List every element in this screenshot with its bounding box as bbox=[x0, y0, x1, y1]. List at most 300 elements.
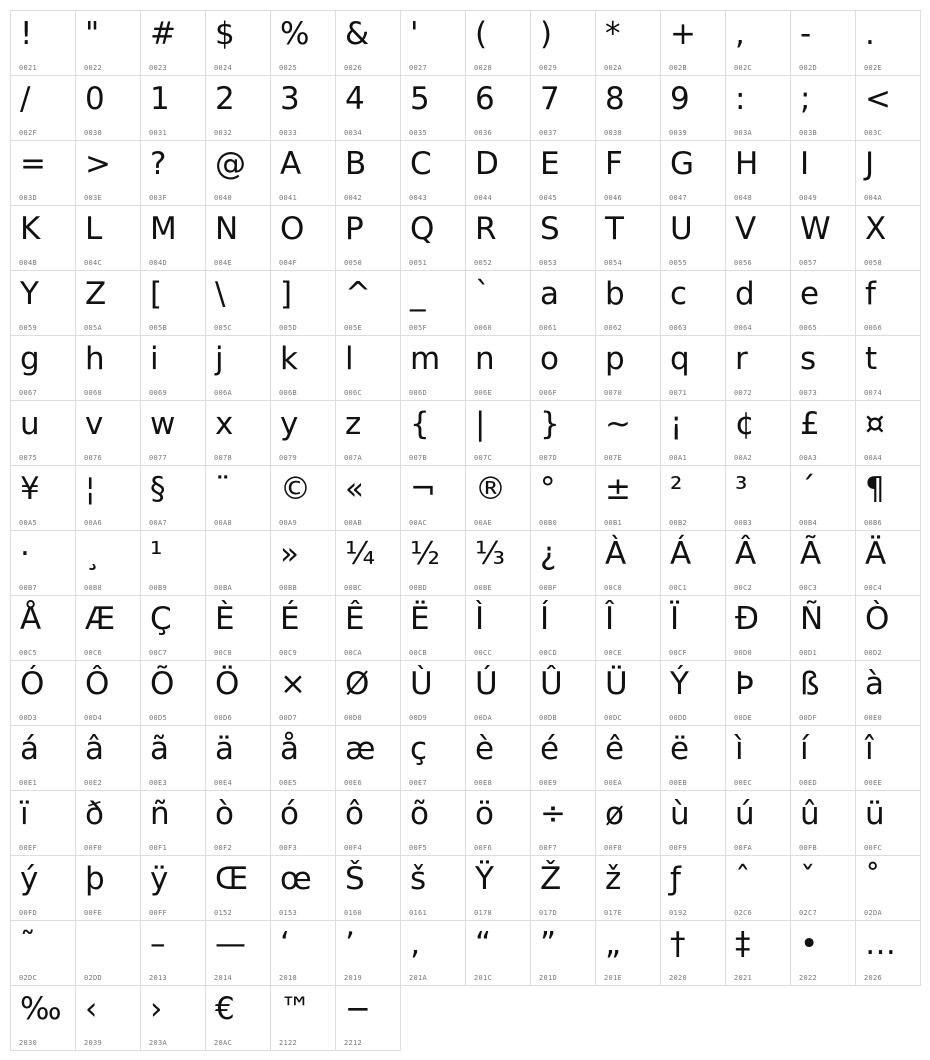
glyph-character: d bbox=[735, 276, 755, 312]
glyph-code-label: 00E9 bbox=[539, 779, 558, 787]
glyph-character: ˜ bbox=[20, 926, 36, 962]
glyph-code-label: 20AC bbox=[214, 1039, 233, 1047]
glyph-code-label: 0064 bbox=[734, 324, 753, 332]
glyph-character: / bbox=[20, 81, 31, 117]
glyph-character: 8 bbox=[605, 81, 625, 117]
glyph-cell bbox=[465, 530, 531, 596]
glyph-character: Í bbox=[540, 601, 550, 637]
glyph-cell bbox=[725, 10, 791, 76]
glyph-code-label: 0074 bbox=[864, 389, 883, 397]
glyph-cell bbox=[400, 595, 466, 661]
glyph-cell bbox=[725, 205, 791, 271]
glyph-code-label: 0051 bbox=[409, 259, 428, 267]
glyph-code-label: 00B3 bbox=[734, 519, 753, 527]
glyph-cell bbox=[270, 10, 336, 76]
glyph-character: ä bbox=[215, 731, 234, 767]
glyph-character: - bbox=[800, 16, 812, 52]
glyph-character: ´ bbox=[800, 471, 816, 507]
glyph-code-label: 007B bbox=[409, 454, 428, 462]
glyph-code-label: 017E bbox=[604, 909, 623, 917]
glyph-code-label: 0152 bbox=[214, 909, 233, 917]
glyph-code-label: 003D bbox=[19, 194, 38, 202]
glyph-character: \ bbox=[215, 276, 226, 312]
glyph-code-label: 2020 bbox=[669, 974, 688, 982]
glyph-cell bbox=[725, 140, 791, 206]
glyph-code-label: 00FA bbox=[734, 844, 753, 852]
glyph-code-label: 007C bbox=[474, 454, 493, 462]
glyph-character: E bbox=[540, 146, 560, 182]
glyph-code-label: 002C bbox=[734, 64, 753, 72]
glyph-cell bbox=[595, 205, 661, 271]
glyph-character: © bbox=[280, 471, 311, 507]
glyph-character: » bbox=[280, 536, 299, 572]
glyph-cell bbox=[140, 920, 206, 986]
glyph-cell bbox=[270, 725, 336, 791]
glyph-cell bbox=[595, 270, 661, 336]
glyph-cell bbox=[725, 335, 791, 401]
glyph-character: ’ bbox=[345, 926, 355, 962]
glyph-code-label: 005F bbox=[409, 324, 428, 332]
glyph-cell bbox=[855, 855, 921, 921]
glyph-code-label: 0078 bbox=[214, 454, 233, 462]
glyph-character: e bbox=[800, 276, 820, 312]
glyph-code-label: 00A7 bbox=[149, 519, 168, 527]
glyph-cell bbox=[530, 530, 596, 596]
glyph-code-label: 0044 bbox=[474, 194, 493, 202]
glyph-code-label: 2026 bbox=[864, 974, 883, 982]
glyph-character: ³ bbox=[735, 471, 748, 507]
glyph-code-label: 0067 bbox=[19, 389, 38, 397]
glyph-character: î bbox=[865, 731, 874, 767]
glyph-cell bbox=[595, 725, 661, 791]
glyph-code-label: 00A8 bbox=[214, 519, 233, 527]
glyph-code-label: 00A3 bbox=[799, 454, 818, 462]
glyph-character: ð bbox=[85, 796, 104, 832]
glyph-cell bbox=[790, 335, 856, 401]
glyph-character: p bbox=[605, 341, 625, 377]
glyph-code-label: 00CA bbox=[344, 649, 363, 657]
glyph-character: ù bbox=[670, 796, 690, 832]
glyph-code-label: 004D bbox=[149, 259, 168, 267]
glyph-cell bbox=[335, 270, 401, 336]
glyph-cell bbox=[725, 530, 791, 596]
glyph-cell bbox=[790, 400, 856, 466]
glyph-character: ‹ bbox=[85, 991, 98, 1027]
glyph-code-label: 00BA bbox=[214, 584, 233, 592]
glyph-cell bbox=[595, 465, 661, 531]
glyph-character: — bbox=[215, 926, 246, 962]
glyph-character: ² bbox=[670, 471, 683, 507]
glyph-cell bbox=[75, 205, 141, 271]
glyph-code-label: 00B4 bbox=[799, 519, 818, 527]
glyph-cell bbox=[10, 725, 76, 791]
glyph-character: ƒ bbox=[670, 861, 681, 897]
glyph-cell bbox=[530, 855, 596, 921]
glyph-cell bbox=[790, 920, 856, 986]
glyph-character: ™ bbox=[280, 991, 311, 1027]
glyph-cell bbox=[660, 10, 726, 76]
glyph-character: Z bbox=[85, 276, 107, 312]
glyph-cell bbox=[790, 595, 856, 661]
glyph-character: · bbox=[20, 536, 30, 572]
glyph-character: M bbox=[150, 211, 177, 247]
glyph-code-label: 0178 bbox=[474, 909, 493, 917]
glyph-code-label: 0026 bbox=[344, 64, 363, 72]
glyph-cell bbox=[335, 75, 401, 141]
glyph-character: O bbox=[280, 211, 305, 247]
glyph-code-label: 00A2 bbox=[734, 454, 753, 462]
glyph-character: > bbox=[85, 146, 111, 182]
glyph-cell bbox=[660, 400, 726, 466]
glyph-character: ÿ bbox=[150, 861, 169, 897]
glyph-code-label: 0192 bbox=[669, 909, 688, 917]
glyph-cell bbox=[75, 10, 141, 76]
glyph-character: õ bbox=[410, 796, 429, 832]
glyph-cell bbox=[75, 660, 141, 726]
glyph-cell bbox=[855, 530, 921, 596]
glyph-code-label: 00D5 bbox=[149, 714, 168, 722]
glyph-cell bbox=[140, 595, 206, 661]
glyph-cell bbox=[335, 205, 401, 271]
glyph-code-label: 2014 bbox=[214, 974, 233, 982]
glyph-code-label: 0021 bbox=[19, 64, 38, 72]
glyph-code-label: 00DD bbox=[669, 714, 688, 722]
glyph-character: Ž bbox=[540, 861, 562, 897]
glyph-code-label: 00A6 bbox=[84, 519, 103, 527]
glyph-character: Ô bbox=[85, 666, 110, 702]
glyph-code-label: 0046 bbox=[604, 194, 623, 202]
glyph-code-label: 0072 bbox=[734, 389, 753, 397]
glyph-cell bbox=[205, 660, 271, 726]
glyph-character: Đ bbox=[735, 601, 760, 637]
glyph-character: ¢ bbox=[735, 406, 755, 442]
glyph-code-label: 0059 bbox=[19, 324, 38, 332]
glyph-character: › bbox=[150, 991, 163, 1027]
glyph-character: Ë bbox=[410, 601, 430, 637]
glyph-character: W bbox=[800, 211, 831, 247]
glyph-code-label: 02DC bbox=[19, 974, 38, 982]
glyph-character: ‡ bbox=[735, 926, 751, 962]
glyph-cell bbox=[465, 75, 531, 141]
glyph-cell bbox=[270, 270, 336, 336]
glyph-code-label: 00ED bbox=[799, 779, 818, 787]
glyph-cell bbox=[400, 400, 466, 466]
glyph-cell bbox=[725, 790, 791, 856]
glyph-character: Q bbox=[410, 211, 435, 247]
glyph-cell bbox=[335, 465, 401, 531]
glyph-character: ⅓ bbox=[475, 536, 506, 572]
glyph-code-label: 004A bbox=[864, 194, 883, 202]
glyph-cell bbox=[855, 920, 921, 986]
glyph-character: á bbox=[20, 731, 39, 767]
glyph-character: ” bbox=[540, 926, 557, 962]
glyph-cell bbox=[465, 465, 531, 531]
glyph-cell bbox=[530, 595, 596, 661]
glyph-character: é bbox=[540, 731, 560, 767]
glyph-code-label: 0050 bbox=[344, 259, 363, 267]
glyph-character: ë bbox=[670, 731, 690, 767]
glyph-character: f bbox=[865, 276, 876, 312]
glyph-character: – bbox=[150, 926, 166, 962]
glyph-cell bbox=[10, 335, 76, 401]
glyph-code-label: 00FC bbox=[864, 844, 883, 852]
glyph-code-label: 006B bbox=[279, 389, 298, 397]
glyph-character: Ê bbox=[345, 601, 365, 637]
glyph-cell bbox=[725, 920, 791, 986]
glyph-character: ? bbox=[150, 146, 167, 182]
glyph-character: L bbox=[85, 211, 103, 247]
glyph-code-label: 00BD bbox=[409, 584, 428, 592]
glyph-code-label: 00EE bbox=[864, 779, 883, 787]
glyph-code-label: 0037 bbox=[539, 129, 558, 137]
glyph-code-label: 007D bbox=[539, 454, 558, 462]
glyph-character: y bbox=[280, 406, 299, 442]
glyph-code-label: 00CF bbox=[669, 649, 688, 657]
glyph-cell bbox=[465, 270, 531, 336]
glyph-character: Þ bbox=[735, 666, 754, 702]
glyph-cell bbox=[790, 140, 856, 206]
glyph-character: ! bbox=[20, 16, 33, 52]
glyph-character: “ bbox=[475, 926, 492, 962]
glyph-code-label: 0069 bbox=[149, 389, 168, 397]
glyph-cell bbox=[530, 75, 596, 141]
glyph-cell bbox=[10, 10, 76, 76]
glyph-code-label: 00F0 bbox=[84, 844, 103, 852]
glyph-cell bbox=[270, 660, 336, 726]
glyph-character: È bbox=[215, 601, 235, 637]
glyph-cell bbox=[75, 75, 141, 141]
glyph-code-label: 2030 bbox=[19, 1039, 38, 1047]
glyph-code-label: 00D2 bbox=[864, 649, 883, 657]
glyph-code-label: 003F bbox=[149, 194, 168, 202]
glyph-cell bbox=[205, 595, 271, 661]
glyph-code-label: 0039 bbox=[669, 129, 688, 137]
glyph-code-label: 002F bbox=[19, 129, 38, 137]
glyph-code-label: 0160 bbox=[344, 909, 363, 917]
glyph-character: Œ bbox=[215, 861, 249, 897]
glyph-cell bbox=[140, 530, 206, 596]
glyph-cell bbox=[75, 985, 141, 1051]
glyph-cell bbox=[465, 10, 531, 76]
glyph-code-label: 0161 bbox=[409, 909, 428, 917]
glyph-cell bbox=[400, 205, 466, 271]
glyph-character: ® bbox=[475, 471, 506, 507]
glyph-cell bbox=[595, 140, 661, 206]
glyph-cell bbox=[530, 465, 596, 531]
glyph-cell bbox=[140, 10, 206, 76]
glyph-code-label: 00BC bbox=[344, 584, 363, 592]
glyph-code-label: 00D0 bbox=[734, 649, 753, 657]
glyph-cell bbox=[790, 465, 856, 531]
glyph-code-label: 0036 bbox=[474, 129, 493, 137]
glyph-code-label: 00DC bbox=[604, 714, 623, 722]
glyph-cell bbox=[10, 140, 76, 206]
glyph-cell bbox=[725, 595, 791, 661]
glyph-character: ¼ bbox=[345, 536, 376, 572]
glyph-cell bbox=[595, 75, 661, 141]
glyph-character: ó bbox=[280, 796, 299, 832]
glyph-cell bbox=[75, 530, 141, 596]
glyph-cell bbox=[725, 400, 791, 466]
glyph-character: & bbox=[345, 16, 370, 52]
glyph-code-label: 004B bbox=[19, 259, 38, 267]
glyph-character: ö bbox=[475, 796, 494, 832]
glyph-code-label: 0040 bbox=[214, 194, 233, 202]
glyph-code-label: 0028 bbox=[474, 64, 493, 72]
glyph-code-label: 005E bbox=[344, 324, 363, 332]
glyph-character: ü bbox=[865, 796, 885, 832]
glyph-cell bbox=[725, 725, 791, 791]
glyph-cell bbox=[855, 205, 921, 271]
glyph-cell bbox=[10, 855, 76, 921]
glyph-character: ß bbox=[800, 666, 820, 702]
glyph-cell bbox=[270, 530, 336, 596]
glyph-character: … bbox=[865, 926, 896, 962]
glyph-code-label: 2212 bbox=[344, 1039, 363, 1047]
glyph-code-label: 02C7 bbox=[799, 909, 818, 917]
glyph-code-label: 0029 bbox=[539, 64, 558, 72]
glyph-code-label: 00FE bbox=[84, 909, 103, 917]
glyph-cell bbox=[400, 920, 466, 986]
glyph-cell bbox=[595, 920, 661, 986]
glyph-code-label: 0054 bbox=[604, 259, 623, 267]
glyph-character: â bbox=[85, 731, 104, 767]
glyph-character: ž bbox=[605, 861, 622, 897]
glyph-character: ¨ bbox=[215, 471, 231, 507]
glyph-code-label: 0030 bbox=[84, 129, 103, 137]
glyph-character: ˆ bbox=[735, 861, 751, 897]
glyph-character: ç bbox=[410, 731, 428, 767]
glyph-cell bbox=[660, 75, 726, 141]
glyph-character: Ò bbox=[865, 601, 890, 637]
glyph-cell bbox=[400, 855, 466, 921]
glyph-character: * bbox=[605, 16, 621, 52]
glyph-cell bbox=[75, 595, 141, 661]
glyph-cell bbox=[205, 400, 271, 466]
glyph-code-label: 0055 bbox=[669, 259, 688, 267]
glyph-character: ˚ bbox=[865, 861, 881, 897]
glyph-code-label: 0071 bbox=[669, 389, 688, 397]
glyph-cell bbox=[790, 855, 856, 921]
glyph-character: 6 bbox=[475, 81, 495, 117]
glyph-character: Ó bbox=[20, 666, 45, 702]
glyph-character: § bbox=[150, 471, 166, 507]
glyph-cell bbox=[205, 140, 271, 206]
glyph-cell bbox=[10, 660, 76, 726]
glyph-code-label: 00E6 bbox=[344, 779, 363, 787]
glyph-cell bbox=[10, 75, 76, 141]
glyph-cell bbox=[10, 920, 76, 986]
glyph-character: 3 bbox=[280, 81, 300, 117]
glyph-cell bbox=[335, 985, 401, 1051]
glyph-cell bbox=[140, 855, 206, 921]
glyph-character: Ç bbox=[150, 601, 172, 637]
glyph-code-label: 007E bbox=[604, 454, 623, 462]
glyph-cell bbox=[660, 270, 726, 336]
glyph-cell bbox=[205, 855, 271, 921]
glyph-code-label: 0061 bbox=[539, 324, 558, 332]
glyph-cell bbox=[595, 595, 661, 661]
glyph-code-label: 00F8 bbox=[604, 844, 623, 852]
glyph-cell bbox=[335, 400, 401, 466]
glyph-code-label: 00D6 bbox=[214, 714, 233, 722]
glyph-code-label: 00F3 bbox=[279, 844, 298, 852]
glyph-code-label: 02DD bbox=[84, 974, 103, 982]
glyph-code-label: 0022 bbox=[84, 64, 103, 72]
glyph-code-label: 00C1 bbox=[669, 584, 688, 592]
glyph-cell bbox=[335, 725, 401, 791]
glyph-cell bbox=[270, 75, 336, 141]
glyph-character: × bbox=[280, 666, 306, 702]
glyph-cell bbox=[75, 855, 141, 921]
glyph-character: Î bbox=[605, 601, 615, 637]
glyph-code-label: 00A1 bbox=[669, 454, 688, 462]
glyph-character: < bbox=[865, 81, 891, 117]
glyph-cell bbox=[140, 725, 206, 791]
glyph-cell bbox=[10, 270, 76, 336]
glyph-character: Õ bbox=[150, 666, 175, 702]
glyph-code-label: 006E bbox=[474, 389, 493, 397]
glyph-character: R bbox=[475, 211, 497, 247]
glyph-code-label: 0048 bbox=[734, 194, 753, 202]
glyph-character: Ï bbox=[670, 601, 680, 637]
glyph-code-label: 00E0 bbox=[864, 714, 883, 722]
glyph-character: à bbox=[865, 666, 884, 702]
glyph-character: ¡ bbox=[670, 406, 683, 442]
glyph-code-label: 0032 bbox=[214, 129, 233, 137]
glyph-character: Á bbox=[670, 536, 692, 572]
glyph-character: Ü bbox=[605, 666, 628, 702]
glyph-character: Å bbox=[20, 601, 42, 637]
glyph-cell bbox=[270, 595, 336, 661]
glyph-cell bbox=[270, 790, 336, 856]
glyph-cell bbox=[10, 595, 76, 661]
glyph-code-label: 00DA bbox=[474, 714, 493, 722]
glyph-character: J bbox=[865, 146, 875, 182]
glyph-cell bbox=[75, 725, 141, 791]
glyph-code-label: 00AC bbox=[409, 519, 428, 527]
glyph-cell bbox=[205, 530, 271, 596]
glyph-cell bbox=[660, 725, 726, 791]
glyph-character: ¸ bbox=[85, 536, 101, 572]
glyph-code-label: 00D8 bbox=[344, 714, 363, 722]
glyph-code-label: 005A bbox=[84, 324, 103, 332]
glyph-character: ° bbox=[540, 471, 556, 507]
glyph-character: { bbox=[410, 406, 430, 442]
glyph-code-label: 003C bbox=[864, 129, 883, 137]
glyph-character: q bbox=[670, 341, 690, 377]
glyph-code-label: 0056 bbox=[734, 259, 753, 267]
glyph-character: H bbox=[735, 146, 759, 182]
glyph-character: T bbox=[605, 211, 624, 247]
glyph-code-label: 201D bbox=[539, 974, 558, 982]
glyph-character: v bbox=[85, 406, 104, 442]
glyph-code-label: 0045 bbox=[539, 194, 558, 202]
glyph-code-label: 201A bbox=[409, 974, 428, 982]
glyph-cell bbox=[465, 335, 531, 401]
glyph-cell bbox=[530, 205, 596, 271]
glyph-code-label: 0023 bbox=[149, 64, 168, 72]
glyph-cell bbox=[75, 465, 141, 531]
glyph-cell bbox=[465, 660, 531, 726]
glyph-character: ‘ bbox=[280, 926, 290, 962]
glyph-cell bbox=[140, 790, 206, 856]
glyph-cell bbox=[335, 855, 401, 921]
glyph-cell bbox=[725, 270, 791, 336]
glyph-cell bbox=[140, 140, 206, 206]
glyph-code-label: 2019 bbox=[344, 974, 363, 982]
glyph-cell bbox=[855, 75, 921, 141]
